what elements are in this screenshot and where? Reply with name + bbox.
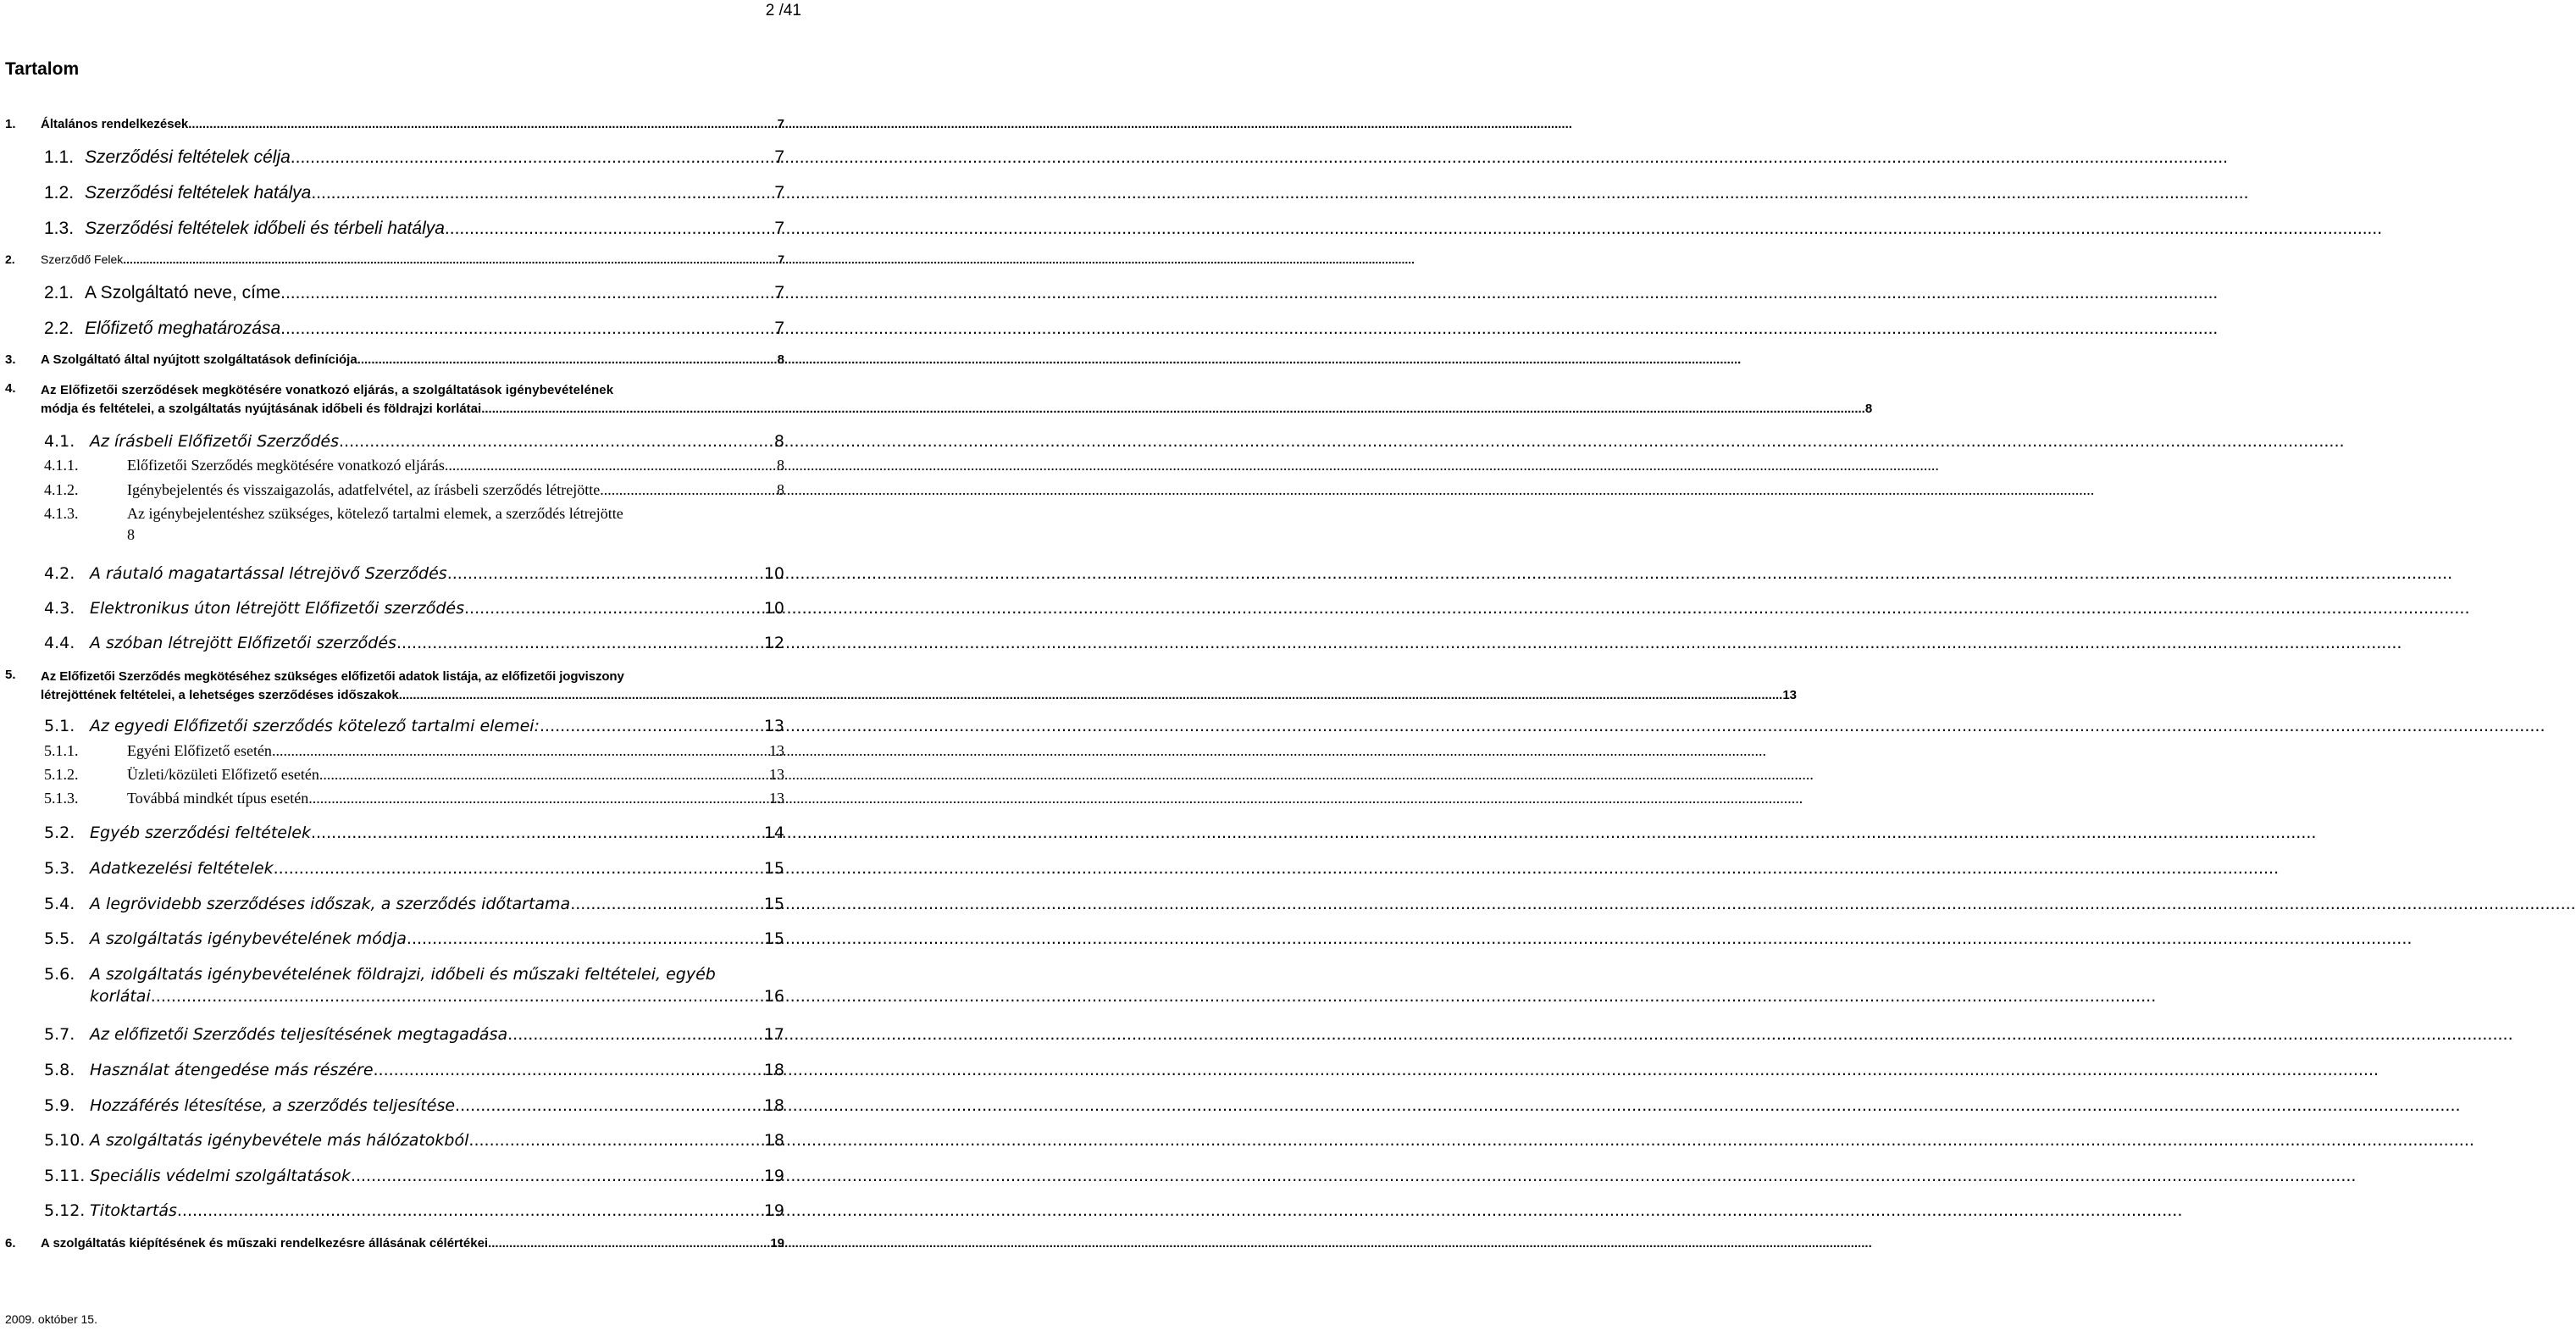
entry-title: Az írásbeli Előfizetői Szerződés xyxy=(90,432,340,451)
toc-entry[interactable] xyxy=(44,1167,784,1185)
toc-entry[interactable] xyxy=(44,895,784,913)
toc-entry[interactable] xyxy=(5,352,784,367)
entry-title: A szolgáltatás kiépítésének és műszaki rendelkezésre állásának célértékei xyxy=(41,1236,489,1251)
entry-number: 2.1. xyxy=(44,283,75,302)
entry-title-line1: Az Előfizetői szerződések megkötésére vonatkozó eljárás, a szolgáltatások igénybevételének xyxy=(41,383,614,397)
toc-entry[interactable] xyxy=(44,432,784,451)
entry-title: A szolgáltatás igénybevételének módja xyxy=(90,929,407,948)
entry-page: 13 xyxy=(763,717,784,735)
entry-page: 18 xyxy=(763,1061,784,1079)
toc-entry[interactable] xyxy=(44,1201,784,1220)
dot-leader xyxy=(188,117,777,131)
entry-number: 3. xyxy=(5,352,16,367)
toc-entry[interactable] xyxy=(44,283,784,303)
entry-title: Az igénybejelentéshez szükséges, kötelező tartalmi elemek, a szerződés létrejötte xyxy=(127,505,623,522)
toc-entry[interactable] xyxy=(44,790,784,807)
entry-title-line2: korlátai xyxy=(90,987,151,1006)
toc-entry[interactable] xyxy=(44,219,784,239)
entry-page: 7 xyxy=(774,219,784,238)
entry-title: A Szolgáltató neve, címe xyxy=(85,283,281,302)
dot-leader xyxy=(445,457,777,474)
entry-title: Az egyedi Előfizetői szerződés kötelező tartalmi elemei: xyxy=(90,717,540,735)
toc-entry[interactable] xyxy=(44,599,784,618)
entry-number: 4. xyxy=(5,381,16,396)
entry-page: 8 xyxy=(773,432,784,451)
entry-title: A ráutaló magatartással létrejövő Szerződés xyxy=(90,564,447,583)
entry-page: 10 xyxy=(763,564,784,583)
entry-page: 14 xyxy=(763,824,784,842)
dot-leader xyxy=(464,599,764,618)
entry-title: Szerződési feltételek célja xyxy=(85,147,291,167)
entry-number: 4.1. xyxy=(44,432,75,451)
entry-number: 5.10. xyxy=(44,1131,86,1150)
toc-entry[interactable] xyxy=(44,457,784,474)
dot-leader xyxy=(481,400,1865,419)
dot-leader xyxy=(280,283,774,303)
dot-leader xyxy=(291,147,775,168)
toc-entry[interactable] xyxy=(44,717,784,735)
toc-entry[interactable] xyxy=(44,319,784,339)
toc-entry[interactable] xyxy=(44,766,784,784)
dot-leader xyxy=(280,319,774,339)
toc-entry[interactable] xyxy=(41,668,1798,705)
dot-leader xyxy=(151,987,764,1006)
entry-page: 7 xyxy=(774,319,784,338)
toc-entry[interactable] xyxy=(44,824,784,842)
toc-entry[interactable] xyxy=(44,505,784,544)
dot-leader xyxy=(319,766,769,784)
entry-page: 10 xyxy=(763,599,784,618)
toc-entry[interactable] xyxy=(44,1096,784,1115)
entry-title: A legrövidebb szerződéses időszak, a szerződés időtartama xyxy=(90,895,571,913)
dot-leader xyxy=(274,859,764,878)
entry-number: 5.1. xyxy=(44,717,75,735)
dot-leader xyxy=(311,183,774,203)
entry-page: 8 xyxy=(127,526,135,543)
entry-title: Adatkezelési feltételek xyxy=(90,859,274,878)
toc-entry[interactable] xyxy=(5,117,784,131)
dot-leader xyxy=(272,742,769,760)
dot-leader xyxy=(445,219,774,239)
toc-entry[interactable] xyxy=(44,564,784,583)
dot-leader xyxy=(123,252,778,266)
entry-page: 15 xyxy=(763,895,784,913)
entry-page: 13 xyxy=(769,790,784,807)
entry-title: Speciális védelmi szolgáltatások xyxy=(90,1167,351,1185)
toc-entry[interactable] xyxy=(44,1131,784,1150)
entry-title: A szolgáltatás igénybevétele más hálózatokból xyxy=(90,1131,469,1150)
entry-title: Szerződő Felek xyxy=(41,252,124,266)
dot-leader xyxy=(447,564,764,583)
toc-entry[interactable] xyxy=(44,634,784,652)
toc-entry[interactable] xyxy=(41,381,1873,419)
entry-page: 19 xyxy=(770,1236,784,1251)
toc-title: Tartalom xyxy=(5,59,80,79)
entry-number: 5.6. xyxy=(44,965,75,984)
entry-number: 4.4. xyxy=(44,634,75,652)
dot-leader xyxy=(600,481,777,499)
entry-title: Szerződési feltételek hatálya xyxy=(85,183,312,202)
entry-title-line1: A szolgáltatás igénybevételének földrajzi, időbeli és műszaki feltételei, egyéb xyxy=(90,965,716,984)
entry-title-line2: létrejöttének feltételei, a lehetséges szerződéses időszakok xyxy=(41,688,399,702)
entry-number: 5.2. xyxy=(44,824,75,842)
dot-leader xyxy=(455,1096,764,1115)
entry-title: A Szolgáltató által nyújtott szolgáltatások definíciója xyxy=(41,352,357,367)
dot-leader xyxy=(339,432,774,451)
entry-number: 4.3. xyxy=(44,599,75,618)
entry-title: Az előfizetői Szerződés teljesítésének megtagadása xyxy=(90,1025,508,1044)
entry-number: 2. xyxy=(5,252,15,266)
entry-number: 5.1.2. xyxy=(44,766,79,783)
dot-leader xyxy=(351,1167,764,1185)
entry-page: 13 xyxy=(769,742,784,759)
entry-page: 7 xyxy=(774,147,784,167)
entry-page: 7 xyxy=(774,283,784,302)
entry-number: 2.2. xyxy=(44,319,75,338)
entry-number: 5.11. xyxy=(44,1167,86,1185)
toc-entry[interactable] xyxy=(5,1236,784,1251)
entry-number: 5.1.3. xyxy=(44,790,79,807)
entry-number: 5.5. xyxy=(44,929,75,948)
entry-page: 12 xyxy=(763,634,784,652)
entry-title: Üzleti/közületi Előfizető esetén xyxy=(127,766,319,783)
entry-title: Hozzáférés létesítése, a szerződés teljesítése xyxy=(90,1096,456,1115)
entry-page: 18 xyxy=(763,1096,784,1115)
dot-leader xyxy=(488,1236,770,1251)
entry-number: 5. xyxy=(5,668,16,682)
entry-page: 18 xyxy=(763,1131,784,1150)
toc-entry[interactable] xyxy=(44,183,784,203)
footer-date: 2009. október 15. xyxy=(5,1312,97,1326)
entry-number: 5.4. xyxy=(44,895,75,913)
entry-number: 5.12. xyxy=(44,1201,86,1220)
entry-page: 15 xyxy=(763,929,784,948)
entry-title: Előfizetői Szerződés megkötésére vonatkozó eljárás xyxy=(127,457,445,474)
entry-number: 5.7. xyxy=(44,1025,75,1044)
entry-page: 19 xyxy=(763,1167,784,1185)
page-number: 2 /41 xyxy=(765,2,801,19)
entry-title: Egyéb szerződési feltételek xyxy=(90,824,311,842)
entry-page: 19 xyxy=(763,1201,784,1220)
entry-page: 15 xyxy=(763,859,784,878)
entry-number: 5.1.1. xyxy=(44,742,79,759)
dot-leader xyxy=(468,1131,763,1150)
toc-entry[interactable] xyxy=(44,742,784,760)
entry-page: 16 xyxy=(763,987,784,1006)
entry-page: 13 xyxy=(769,766,784,783)
entry-title: A szóban létrejött Előfizetői szerződés xyxy=(90,634,396,652)
dot-leader xyxy=(357,352,778,367)
entry-title: Szerződési feltételek időbeli és térbeli hatálya xyxy=(85,219,445,238)
dot-leader xyxy=(507,1025,764,1044)
entry-number: 5.8. xyxy=(44,1061,75,1079)
entry-number: 1. xyxy=(5,117,16,131)
entry-page: 17 xyxy=(763,1025,784,1044)
toc-entry[interactable] xyxy=(44,965,784,1006)
entry-page: 8 xyxy=(777,457,784,474)
entry-page: 8 xyxy=(1864,402,1873,416)
dot-leader xyxy=(396,634,764,652)
dot-leader xyxy=(311,824,764,842)
entry-title: Egyéni Előfizető esetén xyxy=(127,742,272,759)
dot-leader xyxy=(374,1061,764,1079)
toc-entry[interactable] xyxy=(44,859,784,878)
toc-entry[interactable] xyxy=(5,252,784,266)
dot-leader xyxy=(399,686,1783,705)
entry-title: Előfizető meghatározása xyxy=(85,319,281,338)
dot-leader xyxy=(308,790,769,807)
entry-number: 1.3. xyxy=(44,219,75,238)
entry-number: 5.9. xyxy=(44,1096,75,1115)
entry-number: 4.2. xyxy=(44,564,75,583)
dot-leader xyxy=(540,717,764,735)
toc-entry[interactable] xyxy=(44,929,784,948)
entry-number: 5.3. xyxy=(44,859,75,878)
toc-entry[interactable] xyxy=(44,147,784,168)
entry-title: Elektronikus úton létrejött Előfizetői szerződés xyxy=(90,599,464,618)
entry-title: Használat átengedése más részére xyxy=(90,1061,374,1079)
dot-leader xyxy=(570,895,764,913)
entry-title: Továbbá mindkét típus esetén xyxy=(127,790,309,807)
toc-entry[interactable] xyxy=(44,1061,784,1079)
entry-title-line1: Az Előfizetői Szerződés megkötéséhez szükséges előfizetői adatok listája, az előfizetői jogviszony xyxy=(41,669,624,684)
entry-page: 8 xyxy=(777,352,784,367)
entry-title: Titoktartás xyxy=(90,1201,177,1220)
dot-leader xyxy=(407,929,764,948)
dot-leader xyxy=(177,1201,764,1220)
entry-number: 1.2. xyxy=(44,183,75,202)
entry-number: 6. xyxy=(5,1236,16,1251)
entry-number: 4.1.1. xyxy=(44,457,79,474)
entry-page: 13 xyxy=(1782,688,1798,702)
toc-entry[interactable] xyxy=(44,481,784,499)
entry-page: 7 xyxy=(777,117,784,131)
entry-page: 7 xyxy=(778,252,784,266)
entry-title: Igénybejelentés és visszaigazolás, adatfelvétel, az írásbeli szerződés létrejötte xyxy=(127,481,601,498)
entry-title-line2: módja és feltételei, a szolgáltatás nyújtásának időbeli és földrajzi korlátai xyxy=(41,402,482,416)
entry-number: 4.1.3. xyxy=(44,505,79,522)
entry-page: 7 xyxy=(774,183,784,202)
entry-page: 8 xyxy=(777,481,784,498)
entry-title: Általános rendelkezések xyxy=(41,117,189,131)
entry-number: 4.1.2. xyxy=(44,481,79,498)
entry-number: 1.1. xyxy=(44,147,75,167)
toc-entry[interactable] xyxy=(44,1025,784,1044)
